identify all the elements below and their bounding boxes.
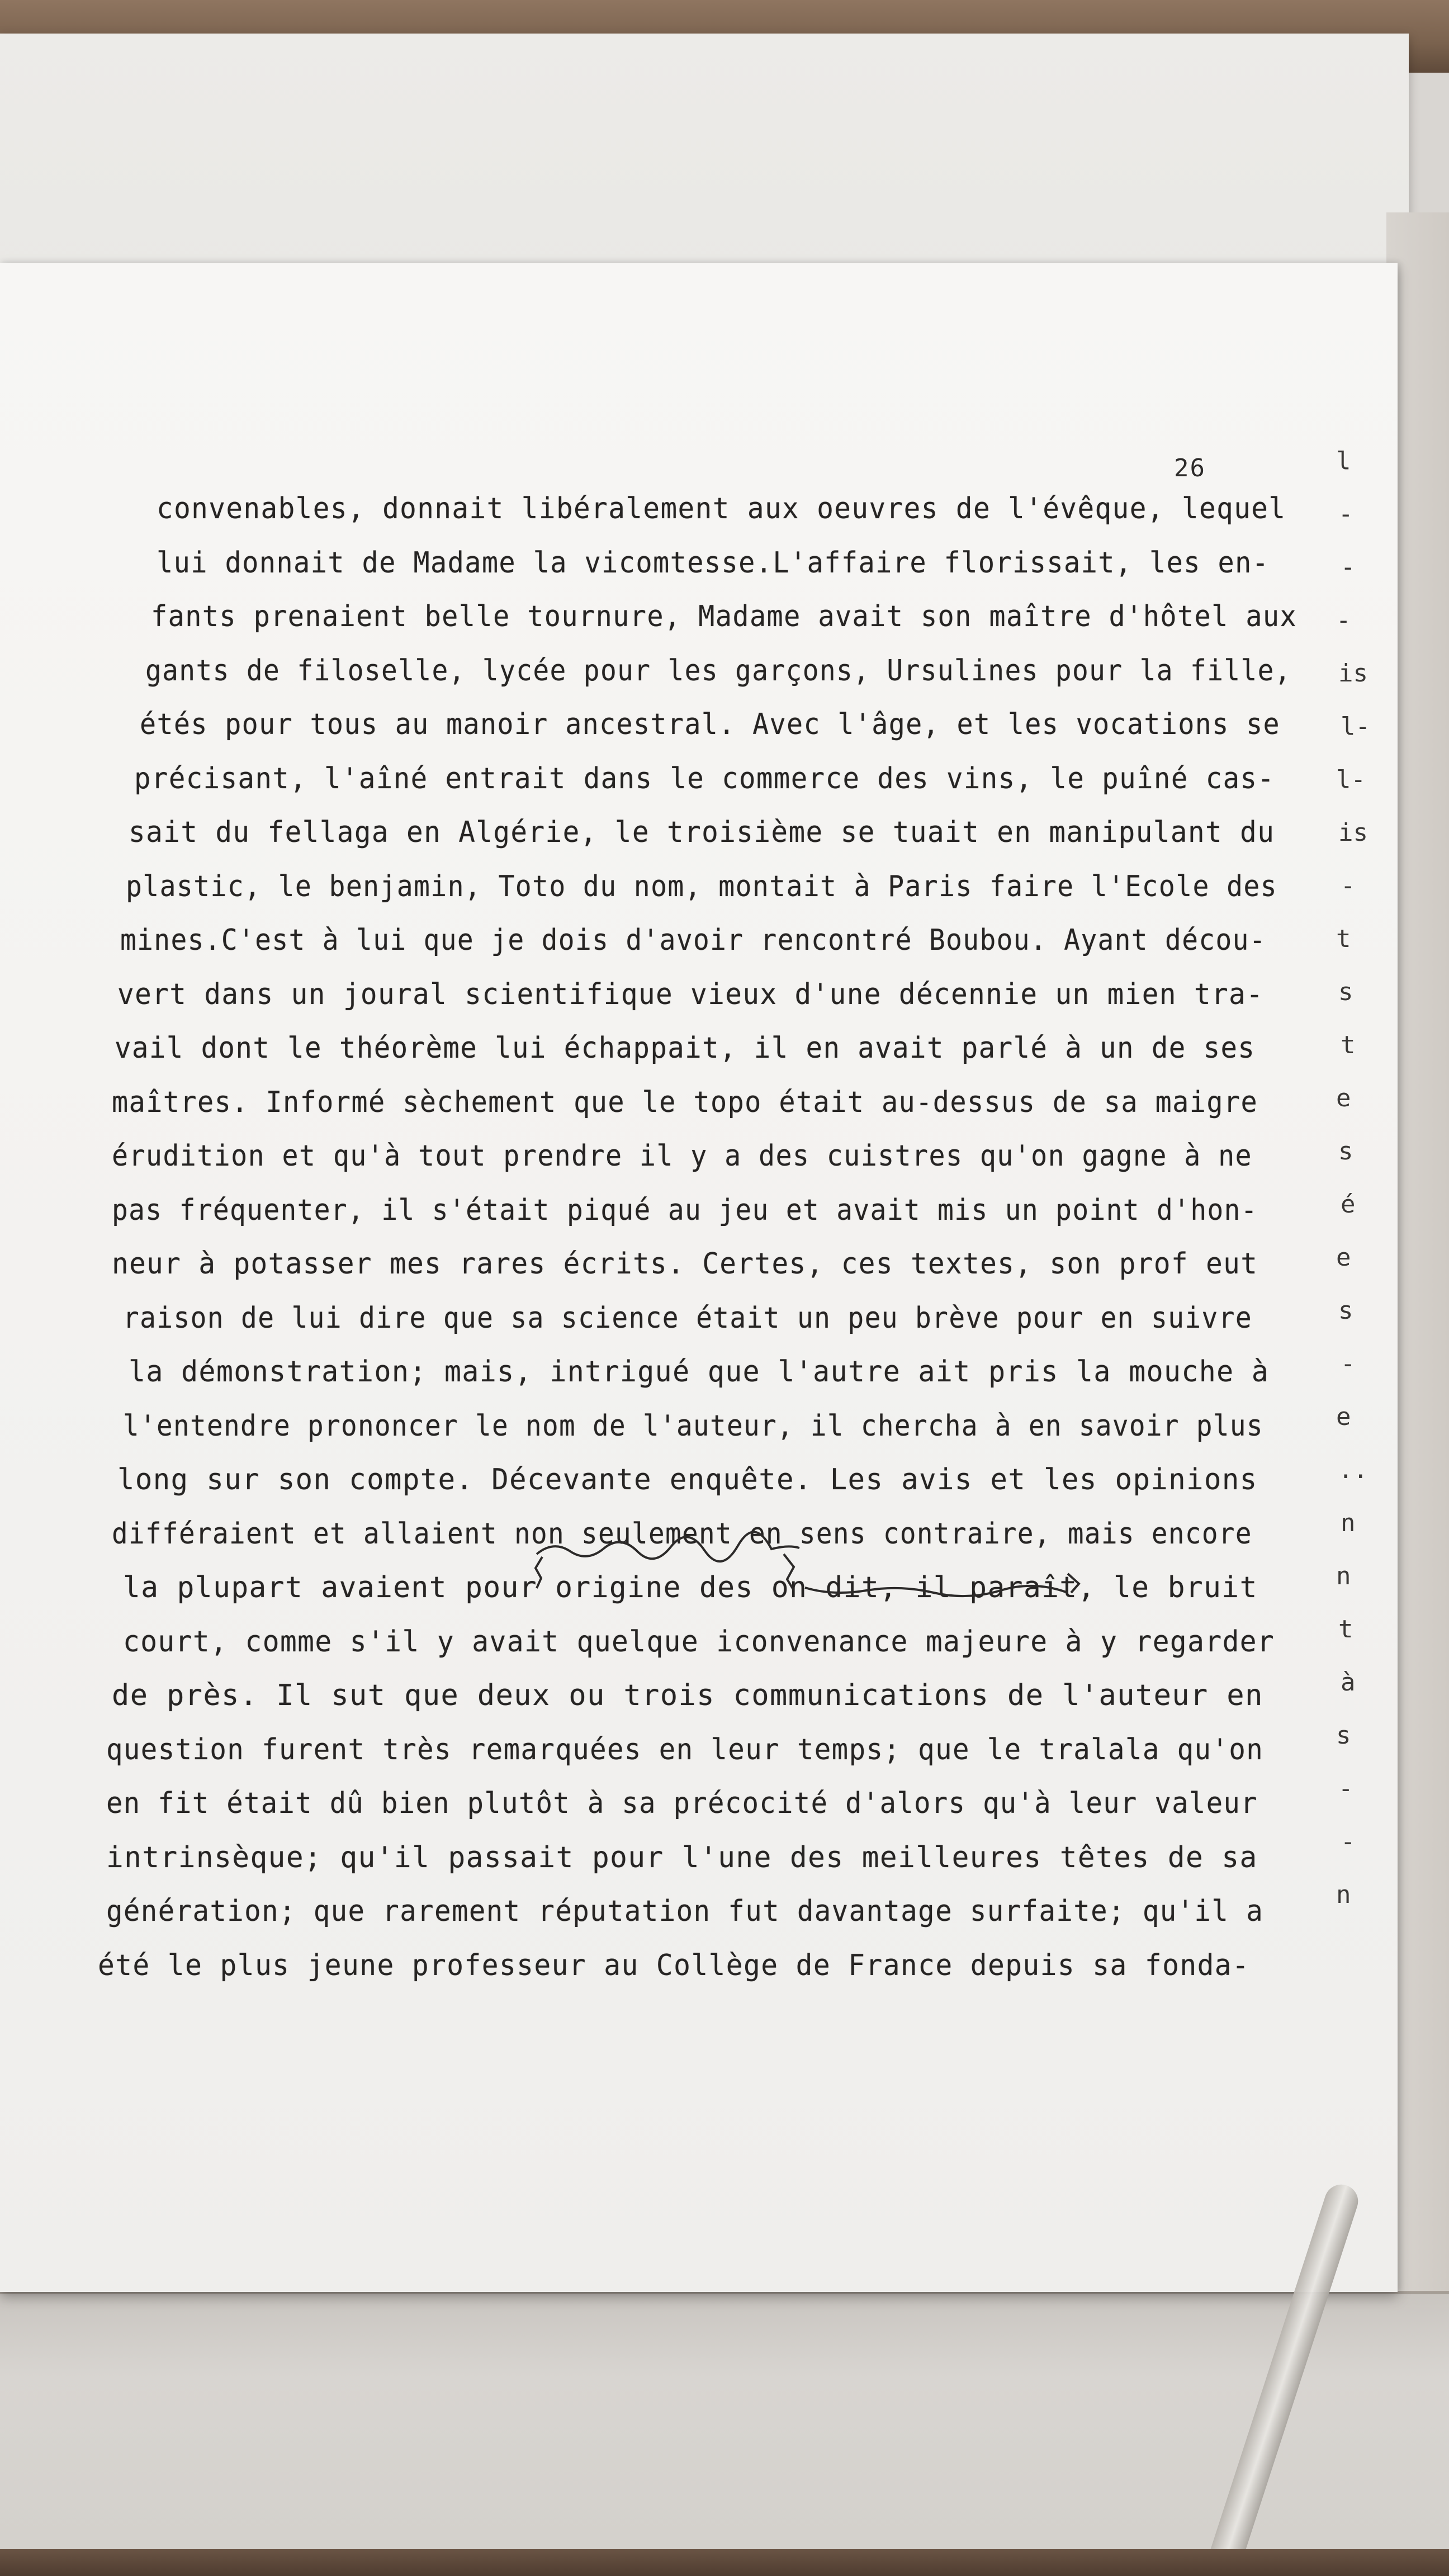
margin-char: n [1341, 1509, 1356, 1537]
margin-char: s [1338, 1137, 1353, 1166]
text-line: fants prenaient belle tournure, Madame avait son maître d'hôtel aux [151, 600, 1298, 633]
margin-char: - [1341, 1827, 1356, 1856]
margin-char: à [1341, 1668, 1356, 1697]
margin-char: - [1341, 553, 1356, 581]
margin-char: é [1341, 1190, 1356, 1219]
margin-char: - [1338, 500, 1353, 528]
text-line: vert dans un joural scientifique vieux d'une décennie un mien tra- [117, 977, 1264, 1011]
handwritten-scribble [531, 1535, 1101, 1602]
text-line: sait du fellaga en Algérie, le troisième se tuait en manipulant du [129, 816, 1275, 849]
text-line: mines.C'est à lui que je dois d'avoir rencontré Boubou. Ayant décou- [120, 924, 1266, 957]
margin-char: e [1336, 1403, 1351, 1431]
margin-char: - [1338, 1774, 1353, 1803]
wooden-surface-bottom [0, 2549, 1449, 2576]
text-line: question furent très remarquées en leur temps; que le tralala qu'on [106, 1732, 1264, 1767]
text-line: intrinsèque; qu'il passait pour l'une des meilleures têtes de sa [106, 1840, 1258, 1874]
scribble-mark [805, 1586, 1068, 1596]
margin-char: s [1338, 1296, 1353, 1325]
text-line: génération; que rarement réputation fut davantage surfaite; qu'il a [106, 1895, 1264, 1928]
margin-char: e [1336, 1084, 1351, 1112]
text-line: la démonstration; mais, intrigué que l'autre ait pris la mouche à [129, 1355, 1270, 1389]
margin-char: - [1336, 606, 1351, 634]
text-line: lui donnait de Madame la vicomtesse.L'affaire florissait, les en- [157, 546, 1270, 580]
text-line: érudition et qu'à tout prendre il y a des cuistres qu'on gagne à ne [112, 1139, 1253, 1173]
page-number: 26 [1174, 454, 1206, 482]
margin-char: - [1341, 872, 1356, 900]
text-line: vail dont le théorème lui échappait, il en avait parlé à un de ses [115, 1031, 1256, 1065]
text-line: neur à potasser mes rares écrits. Certes, ces textes, son prof eut [112, 1247, 1258, 1281]
text-line: pas fréquenter, il s'était piqué au jeu et avait mis un point d'hon- [112, 1193, 1258, 1227]
text-line: gants de filoselle, lycée pour les garçons, Ursulines pour la fille, [145, 654, 1291, 688]
text-line: maîtres. Informé sèchement que le topo était au-dessus de sa maigre [112, 1085, 1258, 1119]
margin-char: n [1336, 1562, 1351, 1590]
text-line: précisant, l'aîné entrait dans le commerce des vins, le puîné cas- [134, 761, 1275, 795]
margin-char: t [1338, 1615, 1353, 1644]
text-line: plastic, le benjamin, Toto du nom, montait à Paris faire l'Ecole des [126, 869, 1277, 903]
text-line: long sur son compte. Décevante enquête. Les avis et les opinions [117, 1463, 1258, 1497]
scribble-mark [537, 1532, 799, 1561]
text-line: raison de lui dire que sa science était un peu brève pour en suivre [123, 1301, 1253, 1335]
margin-char: s [1336, 1721, 1351, 1750]
text-line: l'entendre prononcer le nom de l'auteur, il chercha à en savoir plus [123, 1409, 1263, 1443]
margin-char: e [1336, 1243, 1351, 1272]
scribble-mark [1068, 1574, 1079, 1593]
margin-char: is [1338, 818, 1368, 847]
margin-char: t [1341, 1031, 1356, 1059]
margin-char: l [1336, 447, 1351, 475]
margin-char: - [1341, 1349, 1356, 1378]
margin-char: .. [1338, 1456, 1368, 1484]
text-line: en fit était dû bien plutôt à sa précocité d'alors qu'à leur valeur [106, 1787, 1258, 1820]
margin-char: is [1338, 659, 1368, 688]
margin-char: n [1336, 1881, 1351, 1909]
text-line: convenables, donnait libéralement aux oeuvres de l'évêque, lequel [157, 492, 1286, 525]
text-line: été le plus jeune professeur au Collège de France depuis sa fonda- [98, 1948, 1250, 1982]
text-line: la plupart avaient pour origine des on dit, il paraît, le bruit [123, 1571, 1258, 1604]
margin-char: l- [1336, 765, 1366, 794]
margin-char: s [1338, 978, 1353, 1006]
scribble-mark [536, 1557, 542, 1588]
scribble-mark [784, 1554, 794, 1590]
text-line: différaient et allaient non seulement en sens contraire, mais encore [112, 1517, 1252, 1551]
text-line: étés pour tous au manoir ancestral. Avec l'âge, et les vocations se [140, 708, 1281, 741]
margin-char: l- [1341, 712, 1370, 741]
margin-char: t [1336, 925, 1351, 953]
text-line: court, comme s'il y avait quelque iconvenance majeure à y regarder [123, 1625, 1275, 1659]
text-line: de près. Il sut que deux ou trois communications de l'auteur en [112, 1679, 1263, 1712]
